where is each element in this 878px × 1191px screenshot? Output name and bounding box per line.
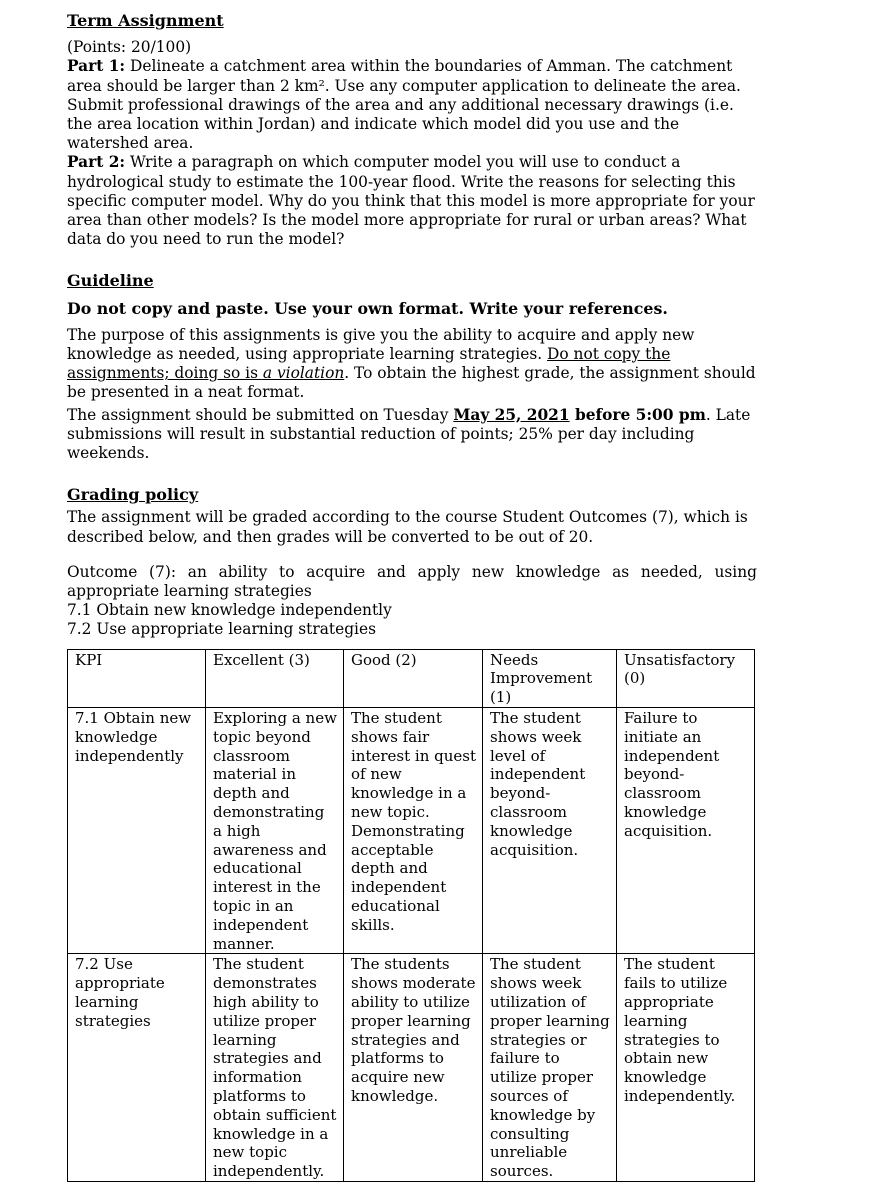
- guideline-paragraph-2: [67, 406, 757, 464]
- part2-paragraph: [67, 153, 757, 249]
- table-cell: The student shows fair interest in quest of new knowledge in a new topic. Demonstrating acceptable depth and independent educational skills.: [344, 708, 483, 954]
- guideline-heading: Guideline: [67, 271, 154, 291]
- outcome-item-7-1: 7.1 Obtain new knowledge independently: [67, 601, 392, 620]
- part1-text: Delineate a catchment area within the boundaries of Amman. The catchment area should be larger than 2 km². Use any computer application to delineate the area. Submit professional drawings of the area and any additional necessary drawings (i.e. the area location within Jordan) and indicate which model did you use and the watershed area.: [67, 57, 741, 153]
- assignment-document: [67, 11, 757, 1182]
- late-policy-text: . Late submissions will result in substantial reduction of points; 25% per day including weekends.: [67, 405, 751, 463]
- table-cell: 7.1 Obtain new knowledge independently: [68, 708, 206, 954]
- header-cell: Good (2): [344, 649, 483, 707]
- grading-paragraph: The assignment will be graded according to the course Student Outcomes (7), which is described below, and then grades will be converted to be out of 20.: [67, 508, 748, 546]
- rubric-table: [67, 649, 755, 1182]
- table-cell: The students shows moderate ability to utilize proper learning strategies and platforms to acquire new knowledge.: [344, 954, 483, 1182]
- part2-text: Write a paragraph on which computer model you will use to conduct a hydrological study to estimate the 100-year flood. Write the reasons for selecting this specific computer model. Why do you think that this model is more appropriate for your area than other models? Is the model more appropriate for rural or urban areas? What data do you need to run the model?: [67, 153, 755, 249]
- header-cell: Excellent (3): [206, 649, 344, 707]
- guideline-underlined-text: Do not copy the assignments; doing so is: [67, 345, 671, 383]
- header-cell: Needs Improvement (1): [483, 649, 617, 707]
- header-cell: KPI: [68, 649, 206, 707]
- guideline-text: . To obtain the highest grade, the assignment should be presented in a neat format.: [67, 364, 756, 402]
- outcome-description: Outcome (7): an ability to acquire and apply new knowledge as needed, using appropriate learning strategies: [67, 562, 757, 601]
- table-row: [68, 954, 755, 1182]
- guideline-violation-text: a violation: [262, 364, 345, 383]
- table-header-row: [68, 649, 755, 707]
- table-cell: The student demonstrates high ability to utilize proper learning strategies and information platforms to obtain sufficient knowledge in a new topic independently.: [206, 954, 344, 1182]
- table-cell: Failure to initiate an independent beyond-classroom knowledge acquisition.: [617, 708, 755, 954]
- table-cell: The student fails to utilize appropriate learning strategies to obtain new knowledge independently.: [617, 954, 755, 1182]
- deadline-date: May 25, 2021: [453, 405, 570, 424]
- points-line: (Points: 20/100): [67, 38, 192, 57]
- part2-label: Part 2:: [67, 153, 126, 172]
- part1-label: Part 1:: [67, 57, 126, 76]
- deadline-time: before 5:00 pm: [569, 405, 706, 424]
- guideline-paragraph-1: [67, 326, 757, 403]
- deadline-text: The assignment should be submitted on Tuesday: [67, 405, 454, 424]
- table-row: [68, 708, 755, 954]
- table-cell: The student shows week utilization of proper learning strategies or failure to utilize proper sources of knowledge by consulting unreliable sources.: [483, 954, 617, 1182]
- outcome-item-7-2: 7.2 Use appropriate learning strategies: [67, 620, 376, 639]
- header-cell: Unsatisfactory (0): [617, 649, 755, 707]
- guideline-bold-line: Do not copy and paste. Use your own format. Write your references.: [67, 298, 668, 318]
- page-title: Term Assignment: [67, 11, 224, 30]
- table-cell: The student shows week level of independent beyond-classroom knowledge acquisition.: [483, 708, 617, 954]
- guideline-text: The purpose of this assignments is give you the ability to acquire and apply new knowledge as needed, using appropriate learning strategies.: [67, 325, 695, 364]
- table-cell: 7.2 Use appropriate learning strategies: [68, 954, 206, 1182]
- part1-paragraph: [67, 57, 757, 153]
- grading-heading: Grading policy: [67, 485, 199, 505]
- table-cell: Exploring a new topic beyond classroom material in depth and demonstrating a high awareness and educational interest in the topic in an independent manner.: [206, 708, 344, 954]
